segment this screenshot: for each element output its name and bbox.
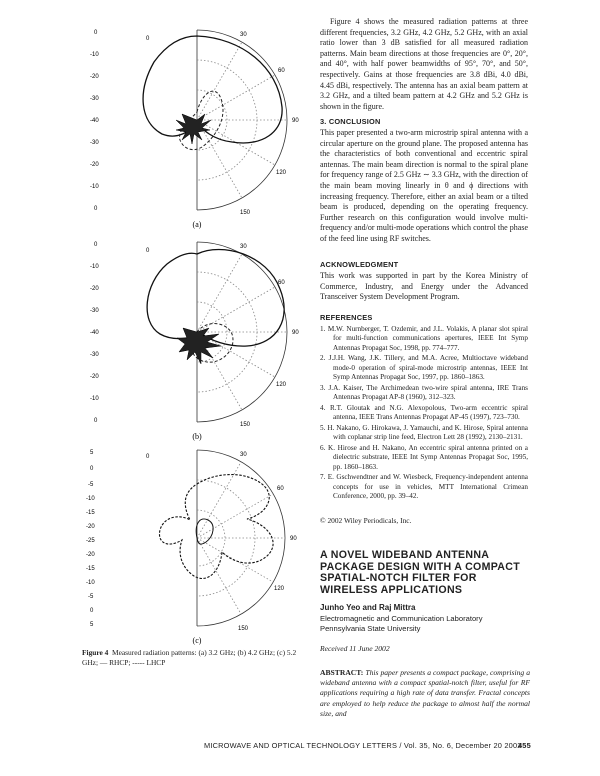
- plot-tick-label: -40: [90, 118, 99, 124]
- plot-tick-label: 120: [274, 586, 285, 592]
- panel-label-a: (a): [192, 220, 202, 229]
- abstract-text: This paper presents a compact package, comprising a wideband antenna with a compact spatial-notch filter, useful for RF applications requiring a high rate of data transfer. Fractal concepts are employed to help reduce the package to almost half the normal size, and: [320, 668, 531, 718]
- plot-tick-label: -10: [90, 396, 99, 402]
- acknowledgment-heading: ACKNOWLEDGMENT: [320, 260, 399, 269]
- plot-tick-label: -15: [86, 566, 95, 572]
- abstract-label: ABSTRACT:: [320, 668, 364, 677]
- plot-tick-label: 30: [240, 32, 247, 38]
- plot-tick-label: -40: [90, 330, 99, 336]
- plot-tick-label: -30: [90, 96, 99, 102]
- conclusion-heading: 3. CONCLUSION: [320, 117, 381, 126]
- figure-caption-label: Figure 4: [82, 648, 109, 657]
- plot-tick-label: -20: [90, 162, 99, 168]
- plot-tick-label: 60: [277, 486, 284, 492]
- panel-label-b: (b): [192, 432, 202, 441]
- plot-tick-label: 0: [146, 36, 150, 42]
- plot-tick-label: 60: [278, 68, 285, 74]
- received-date: Received 11 June 2002: [320, 644, 390, 653]
- plot-tick-label: 0: [94, 242, 98, 248]
- plot-tick-label: -10: [90, 184, 99, 190]
- author-affiliation: Electromagnetic and Communication Laboratory Pennsylvania State University: [320, 614, 483, 633]
- page-number: 455: [518, 741, 531, 750]
- reference-item: 5. H. Nakano, G. Hirokawa, J. Yamauchi, and K. Hirose, Spiral antenna with coplanar strip line feed, Electron Lett 28 (1992), 2130–2131.: [320, 423, 528, 442]
- plot-tick-label: 0: [90, 466, 94, 472]
- panel-label-c: (c): [192, 636, 202, 645]
- journal-footer: MICROWAVE AND OPTICAL TECHNOLOGY LETTERS / Vol. 35, No. 6, December 20 2002: [204, 741, 522, 750]
- plot-tick-label: -30: [90, 308, 99, 314]
- plot-tick-label: -25: [86, 538, 95, 544]
- backlobe-noise-a: [176, 114, 211, 144]
- polar-plot-b: [82, 234, 312, 442]
- rhcp-pattern-c: [196, 519, 213, 544]
- plot-tick-label: -10: [90, 264, 99, 270]
- plot-tick-label: 5: [90, 450, 94, 456]
- plot-tick-label: -20: [90, 286, 99, 292]
- plot-tick-label: -15: [86, 510, 95, 516]
- polar-plot-c: [82, 444, 312, 646]
- plot-tick-label: 90: [292, 118, 299, 124]
- plot-tick-label: -20: [90, 74, 99, 80]
- plot-tick-label: -20: [86, 552, 95, 558]
- reference-item: 7. E. Gschwendtner and W. Wiesbeck, Frequency-independent antenna concepts for use in vehicles, MTT International Crimean Conference, 2000, pp. 39–42.: [320, 473, 528, 501]
- reference-item: 1. M.W. Nurnberger, T. Ozdemir, and J.L. Volakis, A planar slot spiral for multi-function communications apertures, IEEE Int Symp Antennas Propagat Soc, 1998, pp. 774–777.: [320, 325, 528, 352]
- plot-tick-label: 60: [278, 280, 285, 286]
- abstract: [320, 668, 530, 719]
- results-paragraph: Figure 4 shows the measured radiation patterns at three different frequencies, 3.2 GHz, 4.2 GHz, 5.2 GHz, with an axial ratio lower than 3 dB satisfied for all measured radiation patterns. Main beam directions at those frequencies are 0°, 20°, and 40°, with half power beamwidths of 95°, 70°, and 50°, respectively. Gains at those frequencies are 3.8 dBi, 4.0 dBi, 4.45 dBi, respectively. The antenna has an axial beam pattern at 3.2 GHz, and a tilted beam pattern at 4.2 GHz and 5.2 GHz is shown in the figure.: [320, 17, 528, 111]
- reference-item: 6. K. Hirose and H. Nakano, An eccentric spiral antenna printed on a dielectric substrate, IEEE Int Symp Antennas Propagat Soc, 1995, pp. 1860–1863.: [320, 443, 528, 471]
- plot-tick-label: 90: [290, 536, 297, 542]
- plot-tick-label: 150: [240, 422, 251, 428]
- plot-tick-label: 0: [94, 418, 98, 424]
- article-authors: Junho Yeo and Raj Mittra: [320, 603, 416, 612]
- rhcp-pattern-a: [143, 36, 282, 143]
- plot-tick-label: 150: [240, 210, 251, 216]
- references-heading: REFERENCES: [320, 313, 373, 322]
- plot-tick-label: -10: [86, 580, 95, 586]
- plot-tick-label: -20: [86, 524, 95, 530]
- plot-tick-label: 120: [276, 170, 287, 176]
- plot-tick-label: 0: [94, 30, 98, 36]
- plot-tick-label: -30: [90, 352, 99, 358]
- plot-tick-label: 0: [90, 608, 94, 614]
- plot-tick-label: 30: [240, 244, 247, 250]
- plot-tick-label: -30: [90, 140, 99, 146]
- reference-item: 2. J.J.H. Wang, J.K. Tillery, and M.A. Acree, Multioctave wideband mode-0 operation of spiral-mode microstrip antennas, IEEE Int Symp Antennas Propagat Soc, 1997, pp. 1860–1863.: [320, 354, 528, 382]
- conclusion-text: This paper presented a two-arm microstrip spiral antenna with a circular aperture on the ground plane. The proposed antenna has the characteristics of both conventional and eccentric spiral antennas. The main beam direction is normal to the spiral plane for frequency range of 2.5 GHz ∼ 3.3 GHz, with the direction of the main beam moving linearly in θ and ϕ directions with increasing frequency. Therefore, either an axial beam or a tilted beam is produced, depending on the operating frequency. Further research on this configuration would involve multi-frequency and/or multi-mode operations which control the phase of the feed line using RF switches.: [320, 128, 528, 243]
- plot-tick-label: 0: [94, 206, 98, 212]
- plot-tick-label: 30: [240, 452, 247, 458]
- copyright-notice: © 2002 Wiley Periodicals, Inc.: [320, 516, 412, 525]
- plot-tick-label: -5: [88, 594, 94, 600]
- reference-item: 4. R.T. Gloutak and N.G. Alexopolous, Two-arm eccentric spiral antenna, IEEE Trans Antennas Propagat AP-45 (1997), 723–730.: [320, 403, 528, 422]
- backlobe-noise-b: [177, 328, 221, 364]
- plot-tick-label: -20: [90, 374, 99, 380]
- plot-tick-label: -10: [90, 52, 99, 58]
- figure-caption: [82, 648, 310, 667]
- polar-plot-a: [82, 22, 312, 230]
- plot-tick-label: -5: [88, 482, 94, 488]
- plot-tick-label: 150: [238, 626, 249, 632]
- plot-tick-label: 120: [276, 382, 287, 388]
- plot-tick-label: 5: [90, 622, 94, 628]
- plot-tick-label: -10: [86, 496, 95, 502]
- plot-tick-label: 0: [146, 248, 150, 254]
- acknowledgment-text: This work was supported in part by the Korea Ministry of Commerce, Industry, and Energy under the Advanced Transceiver System Development Program.: [320, 271, 528, 302]
- plot-tick-label: 90: [292, 330, 299, 336]
- figure-caption-text: Measured radiation patterns: (a) 3.2 GHz; (b) 4.2 GHz; (c) 5.2 GHz; — RHCP; ----- LHCP: [82, 648, 297, 667]
- article-title: A NOVEL WIDEBAND ANTENNA PACKAGE DESIGN WITH A COMPACT SPATIAL-NOTCH FILTER FOR WIRELESS APPLICATIONS: [320, 549, 520, 596]
- plot-tick-label: 0: [146, 454, 150, 460]
- reference-item: 3. J.A. Kaiser, The Archimedean two-wire spiral antenna, IRE Trans Antennas Propagat AP-8 (1960), 312–323.: [320, 383, 528, 402]
- reference-list: [320, 325, 528, 503]
